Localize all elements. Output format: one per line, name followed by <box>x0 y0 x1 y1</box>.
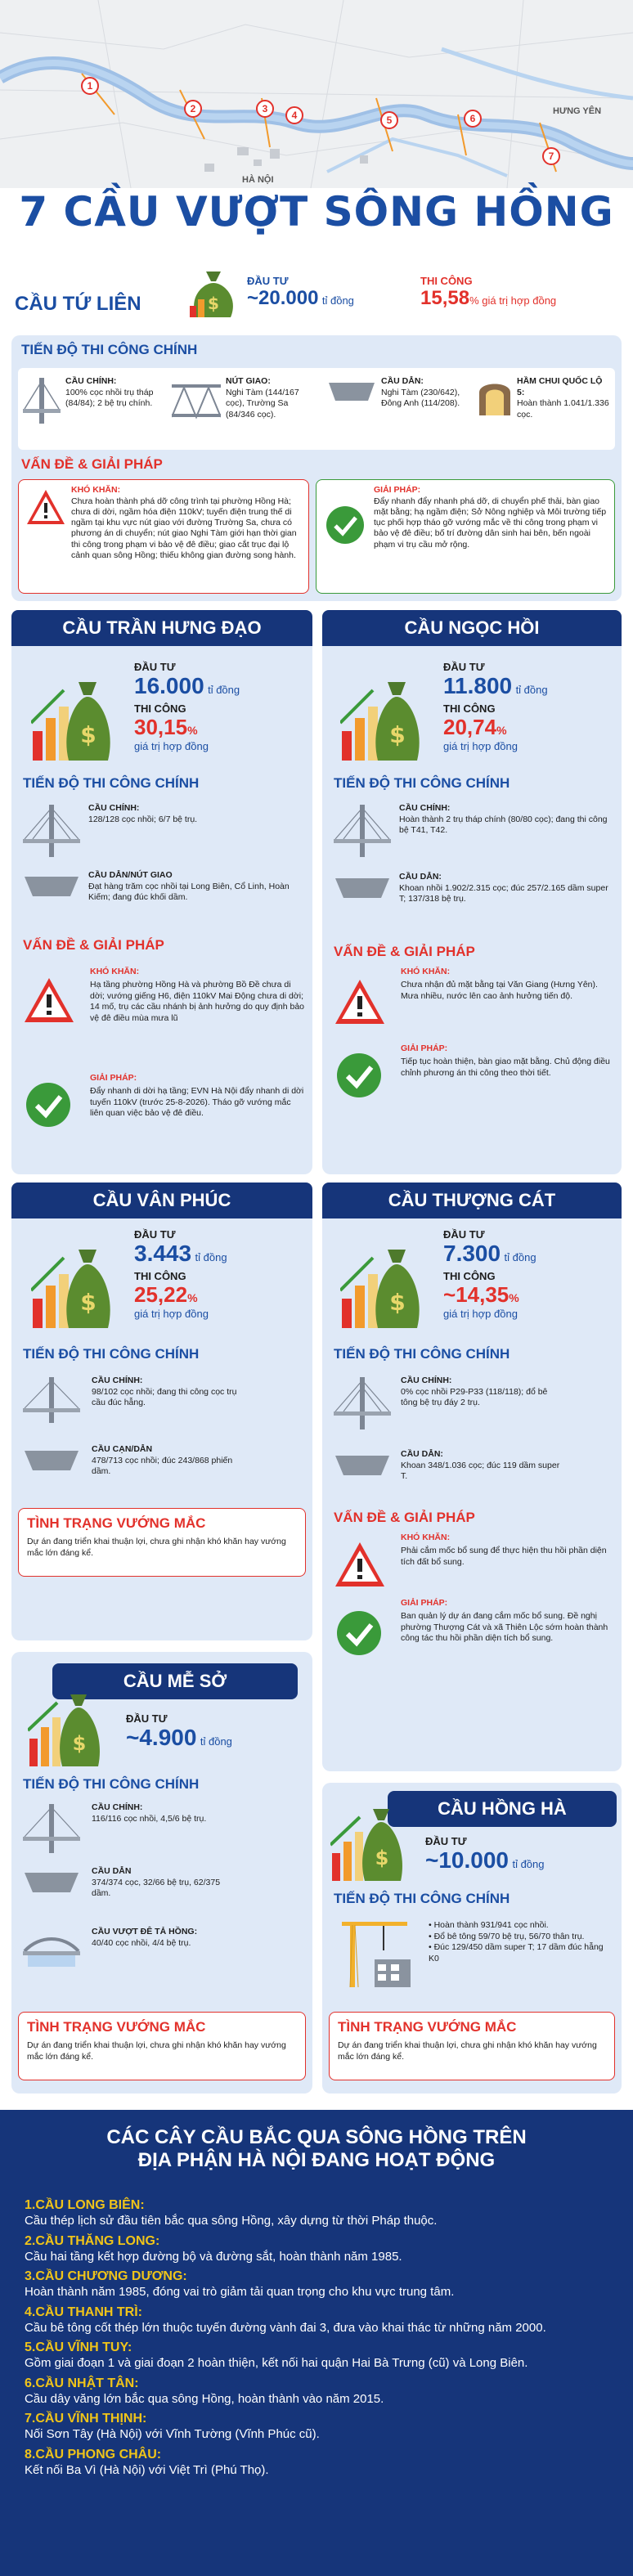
tranhungdao-progress-title: TIẾN ĐỘ THI CÔNG CHÍNH <box>23 775 200 791</box>
ngochoi-issues-title: VẤN ĐỀ & GIẢI PHÁP <box>334 944 475 959</box>
girder-icon <box>334 872 391 904</box>
tulien-issues-title: VẤN ĐỀ & GIẢI PHÁP <box>21 456 163 472</box>
money-bag-icon <box>188 265 239 322</box>
existing-item: 1.CẦU LONG BIÊN: Cầu thép lịch sử đầu tiên bắc qua sông Hồng, xây dựng từ thời Pháp thuộc. <box>25 2198 438 2228</box>
map-pin-5: 5 <box>379 108 399 132</box>
warning-icon <box>334 1541 386 1588</box>
tulien-item-junction: NÚT GIAO: Nghi Tàm (144/167 cọc), Trường Sa (84/346 cọc). <box>172 376 319 425</box>
thuongcat-issues-title: VẤN ĐỀ & GIẢI PHÁP <box>334 1510 475 1525</box>
existing-item: 8.CẦU PHONG CHÂU: Kết nối Ba Vì (Hà Nội) với Việt Trì (Phú Thọ). <box>25 2447 269 2477</box>
svg-text:$: $ <box>389 1289 406 1316</box>
meso-progress-title: TIẾN ĐỘ THI CÔNG CHÍNH <box>23 1776 200 1792</box>
existing-title: CÁC CÂY CẦU BẮC QUA SÔNG HỒNG TRÊN ĐỊA PHẬN HÀ NỘI ĐANG HOẠT ĐỘNG <box>106 2126 527 2171</box>
tulien-item-approach: CẦU DẪN: Nghi Tàm (230/642), Đông Anh (114/208). <box>327 376 474 410</box>
tranhungdao-panel: CẦU TRẦN HƯNG ĐẠO $ ĐẦU TƯ 16.000 tỉ đồng THI CÔNG 30,15% giá trị hợp đồng TIẾN ĐỘ THI CÔNG CHÍNH CẦU CHÍNH: 128/128 cọc nhồi; 6/7 bệ trụ. CẦU DẪN/NÚT GIAO Đạt hàng trăm cọc nhồi tại Long Biên, Cổ Linh, Hoàn Kiếm; đang đúc khối dầm. VẤN ĐỀ & GIẢI PHÁP KHÓ KHĂN: Hạ tầng phường Hồng Hà và phường Bồ Đề chưa di dời; vướng giếng H6, điện 110kV Mai Động chưa di dời; 14 mố, trụ các cầu nhánh bị ảnh hưởng do quy định bảo vệ đê điều mùa mưa lũ GIẢI PHÁP: Đẩy nhanh di dời hạ tầng; EVN Hà Nội đẩy nhanh di dời tuyến 110kV (trước 25-8-2026). Tháo gỡ vướng mắc liên quan việc bảo vệ đê điều. <box>11 610 312 1174</box>
svg-text:$: $ <box>208 294 219 313</box>
tulien-solution: GIẢI PHÁP: Đẩy nhanh đẩy nhanh phá dỡ, di chuyển phế thải, bàn giao mặt bằng; hạ ngầm điện; Sở Nông nghiệp và Môi trường tiếp tục phối hợp tháo gỡ vướng mắc về thi công trong phạm vi bảo vệ đê điều; bố trí đường dân sinh hai bên, bến ngoài phạm vi trụ cầu mở rộng. <box>316 479 615 594</box>
cable-bridge-icon <box>334 803 391 860</box>
map-pin-2: 2 <box>183 96 203 121</box>
tulien-difficulty: KHÓ KHĂN: Chưa hoàn thành phá dỡ công trình tại phường Hồng Hà; chưa di dời, ngầm hóa điện 110kV; tuyến điện trung thế di ngầm tại khu vực nút giao với đường Trường Sa, chưa có phương án di chuyển; nút giao Nghi Tàm giới hạn thời gian thi công trong phạm vi bảo vệ đê điều; giao cắt trục đại lộ cảnh quan sông Hồng; thiếu không gian đường song hành. <box>18 479 309 594</box>
map-pin-3: 3 <box>255 96 275 121</box>
map-pin-7: 7 <box>541 144 561 168</box>
cable-bridge-icon <box>23 1376 80 1425</box>
checkmark-icon <box>325 505 366 545</box>
river-map <box>0 0 633 188</box>
ngochoi-invest: ĐẦU TƯ 11.800 tỉ đồng THI CÔNG 20,74% giá trị hợp đồng <box>443 661 548 752</box>
vanphuc-status: TÌNH TRẠNG VƯỚNG MẮC Dự án đang triển khai thuận lợi, chưa ghi nhận khó khăn hay vướng mắc lớn đáng kể. <box>18 1508 306 1577</box>
money-bag-chart-icon <box>340 666 422 764</box>
meso-status: TÌNH TRẠNG VƯỚNG MẮC Dự án đang triển khai thuận lợi, chưa ghi nhận khó khăn hay vướng mắc lớn đáng kể. <box>18 2012 306 2080</box>
tulien-item-tunnel: HẦM CHUI QUỐC LỘ 5: Hoàn thành 1.041/1.336 cọc. <box>478 376 613 421</box>
meso-panel <box>11 1652 312 2094</box>
construction-crane-icon <box>334 1917 415 1990</box>
vanphuc-title: CẦU VÂN PHÚC <box>11 1183 312 1218</box>
warning-icon <box>23 976 75 1024</box>
thuongcat-progress-title: TIẾN ĐỘ THI CÔNG CHÍNH <box>334 1346 510 1362</box>
existing-bridges-section <box>0 2110 633 2576</box>
thuongcat-title: CẦU THƯỢNG CÁT <box>322 1183 622 1218</box>
page-title: 7 CẦU VƯỢT SÔNG HỒNG <box>19 188 614 236</box>
vanphuc-panel <box>11 1183 312 1640</box>
map-label-hanoi: HÀ NỘI <box>242 175 274 185</box>
existing-item: 3.CẦU CHƯƠNG DƯƠNG: Hoàn thành năm 1985, đóng vai trò giảm tải quan trọng cho khu vực trung tâm. <box>25 2269 455 2299</box>
thuongcat-item-main: CẦU CHÍNH: 0% cọc nhồi P29-P33 (118/118); đổ bê tông bệ trụ đáy 2 trụ. <box>334 1376 616 1433</box>
svg-text:$: $ <box>389 721 406 748</box>
money-bag-chart-icon <box>330 1794 404 1884</box>
existing-item: 7.CẦU VĨNH THỊNH: Nối Sơn Tây (Hà Nội) với Vĩnh Tường (Vĩnh Phúc cũ). <box>25 2412 320 2441</box>
existing-item: 2.CẦU THĂNG LONG: Cầu hai tầng kết hợp đường bộ và đường sắt, hoàn thành năm 1985. <box>25 2233 402 2264</box>
hongha-items <box>429 1920 613 1965</box>
ngochoi-panel: CẦU NGỌC HỒI $ ĐẦU TƯ 11.800 tỉ đồng THI CÔNG 20,74% giá trị hợp đồng TIẾN ĐỘ THI CÔNG CHÍNH CẦU CHÍNH: Hoàn thành 2 trụ tháp chính (80/80 cọc); đang thi công bệ T41, T42. CẦU DẪN: Khoan nhồi 1.902/2.315 cọc; đúc 257/2.165 dầm super T; 137/318 bệ trụ. VẤN ĐỀ & GIẢI PHÁP KHÓ KHĂN: Chưa nhận đủ mặt bằng tại Văn Giang (Hưng Yên). Mưa nhiều, nước lên cao ảnh hưởng tiến độ. GIẢI PHÁP: Tiếp tục hoàn thiện, bàn giao mặt bằng. Chủ động điều chỉnh phương án thi công theo thời tiết. <box>322 610 622 1174</box>
ngochoi-item-main: CẦU CHÍNH: Hoàn thành 2 trụ tháp chính (80/80 cọc); đang thi công bệ T41, T42. <box>334 803 616 860</box>
girder-icon <box>334 1449 391 1482</box>
checkmark-icon <box>335 1052 383 1099</box>
svg-text:$: $ <box>72 1732 87 1755</box>
meso-item-overpass: CẦU VƯỢT ĐÊ TẢ HỒNG: 40/40 cọc nhồi, 4/4 bệ trụ. <box>23 1927 305 1972</box>
hongha-panel <box>322 1783 622 2094</box>
tulien-panel <box>11 335 622 601</box>
tranhungdao-item-approach: CẦU DẪN/NÚT GIAO Đạt hàng trăm cọc nhồi tại Long Biên, Cổ Linh, Hoàn Kiếm; đang đúc khối dầm. <box>23 870 305 904</box>
meso-invest: ĐẦU TƯ ~4.900 tỉ đồng <box>126 1712 232 1750</box>
money-bag-chart-icon <box>31 666 113 764</box>
money-bag-chart-icon <box>31 1233 113 1331</box>
tranhungdao-issues-title: VẤN ĐỀ & GIẢI PHÁP <box>23 937 164 953</box>
hongha-item: • Đổ bê tông 59/70 bệ trụ, 56/70 thân trụ. <box>429 1931 585 1941</box>
tower-bridge-icon <box>23 376 61 425</box>
vanphuc-invest: ĐẦU TƯ 3.443 tỉ đồng THI CÔNG 25,22% giá trị hợp đồng <box>134 1228 227 1320</box>
thuongcat-invest: ĐẦU TƯ 7.300 tỉ đồng THI CÔNG ~14,35% giá trị hợp đồng <box>443 1228 536 1320</box>
svg-text:$: $ <box>80 721 97 748</box>
tunnel-icon <box>478 376 512 417</box>
map-pin-1: 1 <box>80 74 100 98</box>
hongha-title: CẦU HỒNG HÀ <box>388 1791 617 1827</box>
cable-bridge-icon <box>334 1376 391 1433</box>
money-bag-chart-icon <box>28 1680 101 1770</box>
money-bag-chart-icon <box>340 1233 422 1331</box>
existing-list <box>25 2198 613 2483</box>
hongha-invest: ĐẦU TƯ ~10.000 tỉ đồng <box>425 1835 545 1873</box>
overpass-icon <box>23 1927 80 1972</box>
svg-text:$: $ <box>80 1289 97 1316</box>
thuongcat-panel: CẦU THƯỢNG CÁT $ ĐẦU TƯ 7.300 tỉ đồng THI CÔNG ~14,35% giá trị hợp đồng TIẾN ĐỘ THI CÔNG CHÍNH CẦU CHÍNH: 0% cọc nhồi P29-P33 (118/118); đổ bê tông bệ trụ đáy 2 trụ. CẦU DẪN: Khoan 348/1.036 cọc; đúc 119 dầm super T. VẤN ĐỀ & GIẢI PHÁP KHÓ KHĂN: Phải cắm mốc bổ sung để thực hiện thu hồi phần diện tích đất bổ sung. GIẢI PHÁP: Ban quản lý dự án đang cắm mốc bổ sung. Đề nghị phường Thượng Cát và xã Thiên Lộc sớm hoàn thành công tác thu hồi phần diện tích bổ sung. <box>322 1183 622 1771</box>
girder-icon <box>23 1444 80 1477</box>
tulien-construction: THI CÔNG 15,58% giá trị hợp đồng <box>420 275 557 309</box>
vanphuc-item-main: CẦU CHÍNH: 98/102 cọc nhồi; đang thi công cọc trụ cầu đúc hẫng. <box>23 1376 305 1425</box>
tulien-progress-items <box>18 368 615 450</box>
existing-item: 5.CẦU VĨNH TUY: Gồm giai đoạn 1 và giai đoạn 2 hoàn thiện, kết nối hai quận Hai Bà Trưng (cũ) và Long Biên. <box>25 2340 528 2370</box>
tranhungdao-title: CẦU TRẦN HƯNG ĐẠO <box>11 610 312 646</box>
existing-item: 6.CẦU NHẬT TÂN: Cầu dây văng lớn bắc qua sông Hồng, hoàn thành vào năm 2015. <box>25 2376 384 2406</box>
ngochoi-title: CẦU NGỌC HỒI <box>322 610 622 646</box>
cable-bridge-icon <box>23 1802 80 1855</box>
tulien-title: CẦU TỨ LIÊN <box>15 293 141 315</box>
existing-item: 4.CẦU THANH TRÌ: Cầu bê tông cốt thép lớn thuộc tuyến đường vành đai 3, đưa vào khai thác từ những năm 2000. <box>25 2304 546 2335</box>
map-pin-6: 6 <box>463 106 483 131</box>
tulien-item-main: CẦU CHÍNH: 100% cọc nhồi trụ tháp (84/84); 2 bệ trụ chính. <box>23 376 162 425</box>
warning-icon <box>25 488 66 526</box>
girder-icon <box>23 870 80 903</box>
meso-title: CẦU MỄ SỞ <box>52 1663 298 1699</box>
tranhungdao-invest: ĐẦU TƯ 16.000 tỉ đồng THI CÔNG 30,15% giá trị hợp đồng <box>134 661 240 752</box>
thuongcat-item-approach: CẦU DẪN: Khoan 348/1.036 cọc; đúc 119 dầm super T. <box>334 1449 616 1483</box>
girder-icon <box>23 1866 80 1899</box>
checkmark-icon <box>335 1609 383 1657</box>
girder-icon <box>327 376 376 409</box>
meso-item-main: CẦU CHÍNH: 116/116 cọc nhồi, 4,5/6 bệ trụ. <box>23 1802 305 1855</box>
vanphuc-progress-title: TIẾN ĐỘ THI CÔNG CHÍNH <box>23 1346 200 1362</box>
hongha-status: TÌNH TRẠNG VƯỚNG MẮC Dự án đang triển khai thuận lợi, chưa ghi nhận khó khăn hay vướng mắc lớn đáng kể. <box>329 2012 615 2080</box>
vanphuc-item-approach: CẦU CẠN/DẪN 478/713 cọc nhồi; đúc 243/868 phiến dầm. <box>23 1444 305 1478</box>
truss-bridge-icon <box>172 376 221 425</box>
ngochoi-progress-title: TIẾN ĐỘ THI CÔNG CHÍNH <box>334 775 510 791</box>
cable-bridge-icon <box>23 803 80 860</box>
map-label-hungyen: HƯNG YÊN <box>553 106 602 116</box>
checkmark-icon <box>25 1081 72 1129</box>
warning-icon <box>334 978 386 1025</box>
map-pin-4: 4 <box>285 103 304 128</box>
tulien-invest: ĐẦU TƯ ~20.000 tỉ đồng <box>247 275 354 309</box>
tulien-progress-title: TIẾN ĐỘ THI CÔNG CHÍNH <box>21 342 198 357</box>
hongha-item: • Hoàn thành 931/941 cọc nhồi. <box>429 1920 549 1930</box>
hongha-progress-title: TIẾN ĐỘ THI CÔNG CHÍNH <box>334 1891 510 1906</box>
ngochoi-item-approach: CẦU DẪN: Khoan nhồi 1.902/2.315 cọc; đúc 257/2.165 dầm super T; 137/318 bệ trụ. <box>334 872 616 905</box>
tulien-header <box>11 260 622 337</box>
meso-item-approach: CẦU DẪN 374/374 cọc, 32/66 bệ trụ, 62/375 dầm. <box>23 1866 305 1900</box>
svg-text:$: $ <box>375 1847 389 1869</box>
tranhungdao-item-main: CẦU CHÍNH: 128/128 cọc nhồi; 6/7 bệ trụ. <box>23 803 305 860</box>
hongha-item: • Đúc 129/450 dầm super T; 17 dầm đúc hẫng K0 <box>429 1942 604 1963</box>
